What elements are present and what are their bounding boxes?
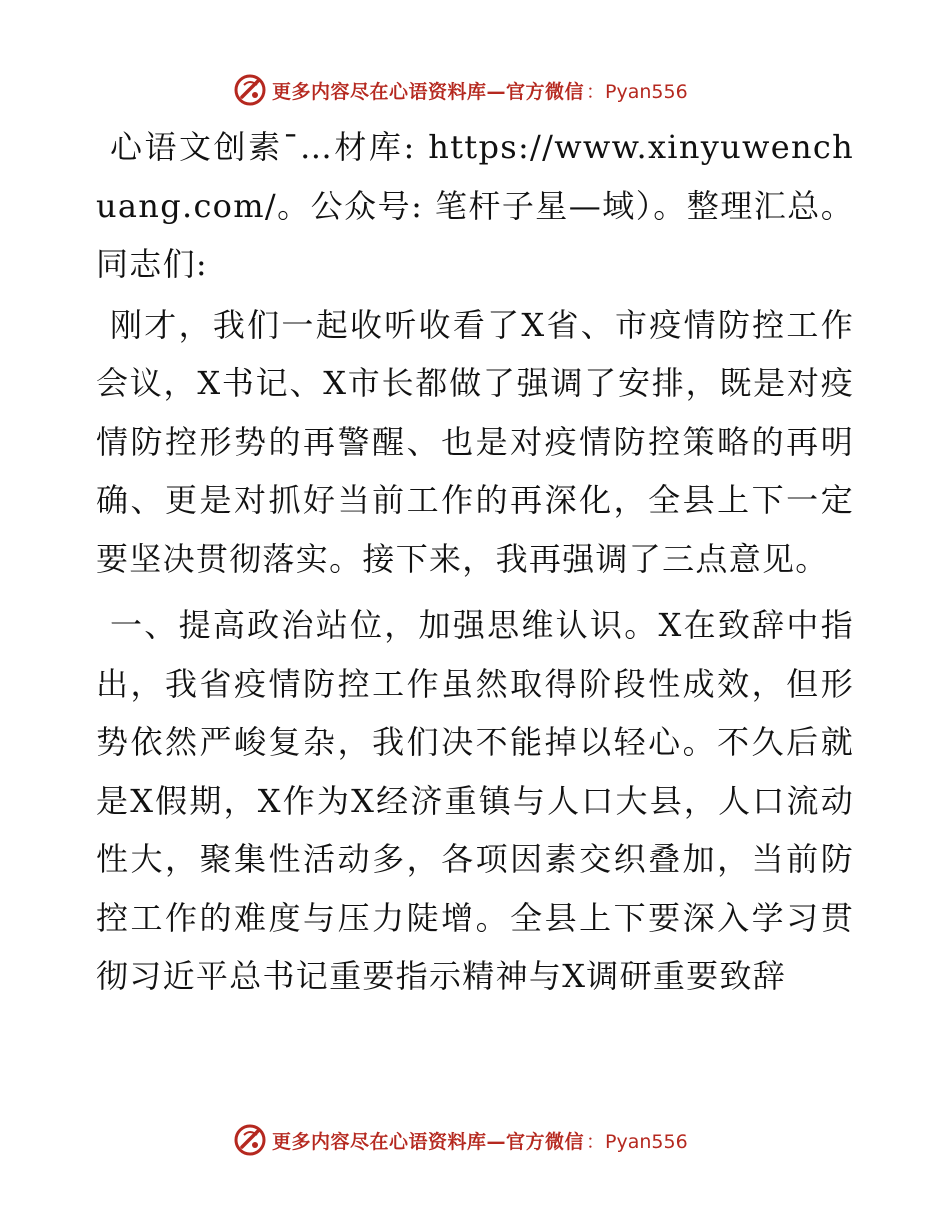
banner-text: 更多内容尽在心语资料库—官方微信 (272, 1130, 585, 1153)
banner-wechat-id: ：Pyan556 (586, 1130, 688, 1153)
banner-wechat-id: ：Pyan556 (586, 80, 688, 103)
header-watermark-banner (232, 70, 688, 110)
paragraph-intro: 心语文创素¯…材库: https://www.xinyuwenchuang.com/。公众号: 笔杆子星—域）。整理汇总。同志们: (96, 128, 854, 283)
paragraph-opening: 刚才，我们一起收听收看了X省、市疫情防控工作会议，X书记、X市长都做了强调了安排，既是对疫情防控形势的再警醒、也是对疫情防控策略的再明确、更是对抓好当前工作的再深化，全县上下一定要坚决贯彻落实。接下来，我再强调了三点意见。 (96, 305, 854, 578)
document-body (96, 118, 854, 1006)
logo-icon (232, 72, 268, 108)
paragraph-point-one: 一、提高政治站位，加强思维认识。X在致辞中指出，我省疫情防控工作虽然取得阶段性成效，但形势依然严峻复杂，我们决不能掉以轻心。不久后就是X假期，X作为X经济重镇与人口大县，人口流动性大，聚集性活动多，各项因素交织叠加，当前防控工作的难度与压力陡增。全县上下要深入学习贯彻习近平总书记重要指示精神与X调研重要致辞 (96, 606, 854, 995)
banner-text: 更多内容尽在心语资料库—官方微信 (272, 80, 585, 103)
logo-icon (232, 1122, 268, 1158)
footer-watermark-banner (232, 1120, 688, 1160)
